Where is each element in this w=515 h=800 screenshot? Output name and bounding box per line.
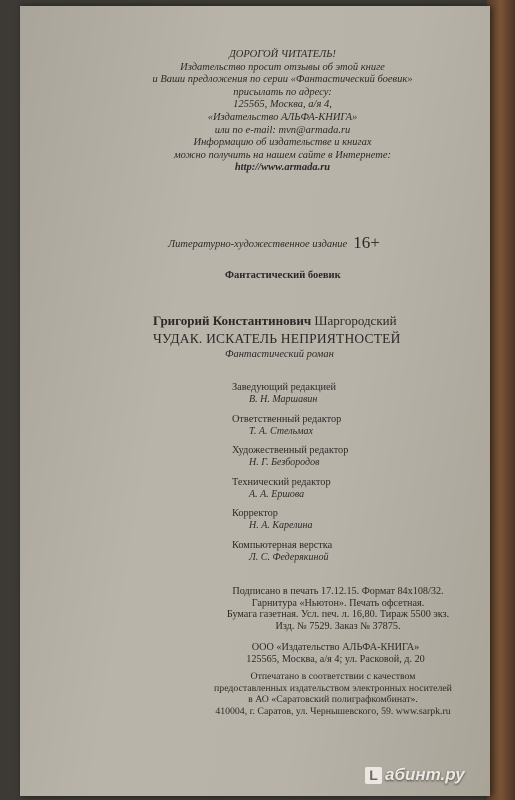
credit-entry bbox=[232, 508, 472, 540]
reader-notice-heading: ДОРОГОЙ ЧИТАТЕЛЬ! bbox=[229, 49, 336, 60]
credit-role: Заведующий редакцией bbox=[232, 382, 337, 393]
print-details bbox=[208, 586, 468, 633]
printer-line: 410004, г. Саратов, ул. Чернышевского, 59. www.sarpk.ru bbox=[215, 705, 451, 717]
site-watermark bbox=[365, 765, 465, 785]
author-first-names: Григорий Константинович bbox=[153, 313, 312, 328]
credit-name: Т. А. Стельмах bbox=[249, 425, 313, 437]
book-genre: Фантастический роман bbox=[225, 349, 334, 360]
credit-entry bbox=[232, 382, 472, 414]
printer-line: Отпечатано в соответствии с качеством bbox=[250, 671, 416, 682]
credit-entry bbox=[232, 477, 472, 509]
credit-name: В. Н. Маршавин bbox=[249, 394, 318, 405]
print-details-line: Изд. № 7529. Заказ № 37875. bbox=[275, 621, 401, 633]
reader-notice-line: Издательство просит отзывы об этой книге bbox=[180, 61, 385, 73]
reader-notice bbox=[130, 49, 435, 175]
book-title: ЧУДАК. ИСКАТЕЛЬ НЕПРИЯТНОСТЕЙ bbox=[153, 331, 401, 346]
book-page bbox=[20, 6, 490, 796]
credit-entry bbox=[232, 414, 472, 446]
print-details-line: Гарнитура «Ньютон». Печать офсетная. bbox=[251, 597, 425, 609]
printer-line: в АО «Саратовский полиграфкомбинат». bbox=[248, 694, 418, 705]
credits-list bbox=[232, 382, 472, 572]
author-surname: Шаргородский bbox=[314, 313, 397, 328]
watermark-text: абинт.ру bbox=[385, 765, 465, 784]
credit-name: Н. Г. Безбородов bbox=[249, 457, 320, 469]
reader-notice-line: можно получить на нашем сайте в Интернете: bbox=[173, 149, 391, 161]
age-rating: 16+ bbox=[353, 233, 380, 252]
publisher-info bbox=[208, 642, 463, 665]
reader-notice-line: 125565, Москва, а/я 4, bbox=[233, 99, 332, 111]
credit-role: Технический редактор bbox=[232, 476, 331, 488]
author bbox=[153, 313, 397, 329]
credit-role: Компьютерная верстка bbox=[232, 539, 333, 551]
reader-notice-line: Информацию об издательстве и книгах bbox=[193, 137, 372, 149]
edition-label: Литературно-художественное издание bbox=[168, 239, 348, 250]
edition-line bbox=[168, 232, 380, 252]
credit-entry bbox=[232, 540, 472, 572]
credit-role: Художественный редактор bbox=[232, 445, 349, 457]
publisher-line: 125565, Москва, а/я 4; ул. Расковой, д. 20 bbox=[246, 653, 425, 665]
print-details-line: Бумага газетная. Усл. печ. л. 16,80. Тираж 5500 экз. bbox=[226, 609, 450, 621]
publisher-line: ООО «Издательство АЛЬФА-КНИГА» bbox=[251, 642, 420, 653]
credit-entry bbox=[232, 445, 472, 477]
credit-role: Ответственный редактор bbox=[232, 413, 342, 425]
print-details-line: Подписано в печать 17.12.15. Формат 84х108/32. bbox=[232, 586, 444, 597]
watermark-logo-icon: L bbox=[365, 767, 382, 784]
credit-name: Л. С. Федерякиной bbox=[249, 551, 329, 563]
website-url: http://www.armada.ru bbox=[234, 162, 331, 174]
credit-role: Корректор bbox=[232, 508, 278, 520]
credit-name: А. А. Ершова bbox=[249, 488, 305, 500]
printer-info bbox=[198, 671, 468, 717]
series-name: Фантастический боевик bbox=[225, 270, 341, 281]
reader-notice-line: и Ваши предложения по серии «Фантастический боевик» bbox=[152, 74, 413, 86]
reader-notice-line: «Издательство АЛЬФА-КНИГА» bbox=[207, 111, 358, 123]
reader-notice-line: присылать по адресу: bbox=[233, 86, 332, 98]
reader-notice-line: или по e-mail: mvn@armada.ru bbox=[214, 124, 351, 136]
book-edge bbox=[487, 0, 515, 800]
printer-line: предоставленных издательством электронных носителей bbox=[214, 682, 452, 694]
credit-name: Н. А. Карелина bbox=[249, 520, 313, 532]
